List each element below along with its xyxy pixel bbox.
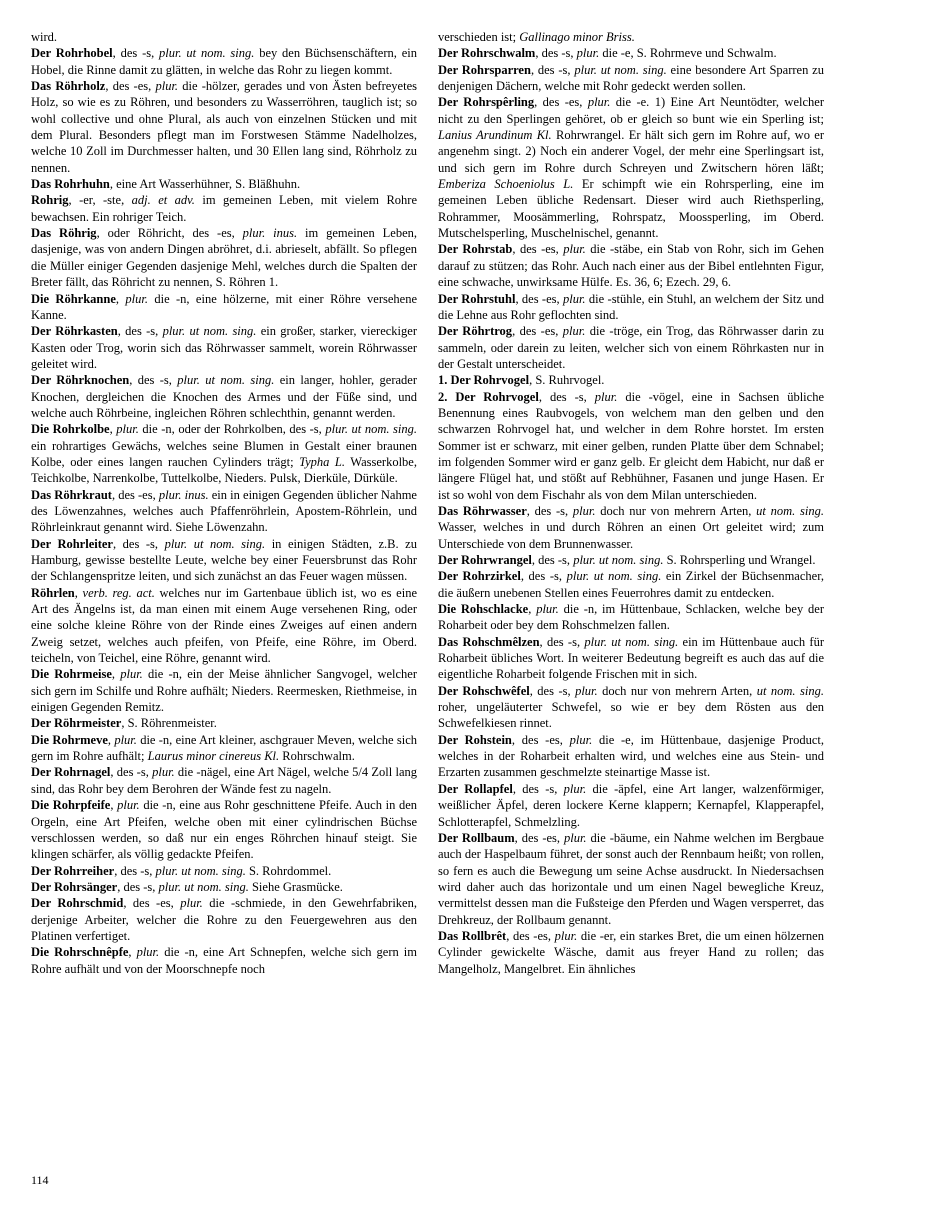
entry-grammar-note: adj. et adv. xyxy=(131,193,195,208)
entry-headword: Der Rohrnagel xyxy=(31,765,111,780)
entry-headword: Der Rohrstab xyxy=(438,242,513,257)
entry-text: S. Rohrdommel. xyxy=(245,863,332,878)
entry-text: , des -s, xyxy=(520,569,567,584)
entry-text: ein großer, starker, viereckiger Kasten oder Trog, worin sich das Röhrwasser sammelt, worein Röhrwasser geleitet wird. xyxy=(31,324,417,371)
entry-text: die -schmiede, in den Gewehrfabriken, derjenige Arbeiter, welcher die Rohre zu den Feuergewehren aus den Platinen verfertiget. xyxy=(31,896,417,943)
entry-text: , des -s, xyxy=(114,863,156,878)
entry-text: , des -es, xyxy=(105,79,156,94)
entry-text: eine besondere Art Sparren zu denjenigen Dächern, welche mit Rohr gedeckt werden sollen. xyxy=(438,62,824,94)
entry-text: doch nur von mehrern Arten, xyxy=(597,683,757,698)
entry-grammar-note: plur. xyxy=(575,683,598,698)
entry-text: welches nur im Gartenbaue üblich ist, wo es eine Art des Ängelns ist, da man einen mit einem Auge versehenen Ring, oder eine solche kleine Röhre von der Rinde eines Zweiges auf einen andern Zweig setzet, welches auch pfeifen, von Pfeife, eine Röhre, im Oberd. teicheln, von Teichel, eine Röhre, genannt wird. xyxy=(31,585,417,666)
dictionary-entry xyxy=(31,944,417,977)
entry-grammar-note: plur. inus. xyxy=(158,487,209,502)
entry-headword: Die Röhrkanne xyxy=(31,291,116,306)
entry-text: die -e, S. Rohrmeve und Schwalm. xyxy=(599,46,777,61)
entry-text: im gemeinen Leben, dasjenige, was von andern Dingen abröhret, d.i. abrieselt, abfällt. So pflegen die Müller einiger Gegenden dasjenige Mehl, welches durch die Spalten der Breter fällt, das Röhricht zu nennen, S. Röhren 1. xyxy=(31,226,417,290)
entry-grammar-note: plur. xyxy=(554,928,578,943)
entry-headword: Die Rohrschnêpfe xyxy=(31,945,129,960)
entry-text: die -n, eine Art Schnepfen, welche sich gern im Rohre aufhält und von der Moorschnepfe noch xyxy=(31,945,417,976)
entry-text: , des -s, xyxy=(531,553,574,567)
dictionary-entry xyxy=(31,764,417,797)
entry-text: , des -s, xyxy=(117,879,159,894)
entry-grammar-note: plur. xyxy=(562,324,586,339)
entry-headword: 1. Der Rohrvogel xyxy=(438,373,530,388)
entry-text: bey den Büchsenschäftern, ein Hobel, die Rinne damit zu glätten, in welche das Rohr zu liegen kommt. xyxy=(31,46,417,77)
entry-text: die -vögel, eine in Sachsen übliche Benennung eines Raubvogels, von welchem man den gelben und den schwarzen Rohrvogel hat, und welcher in dem Rohre horstet. Im ersten Sommer ist er schwarz, mit einer gelben, runden Platte über dem Schnabel; im folgenden Sommer wird er ganz gelb. Er gleicht dem Habicht, nur daß er längere Flügel hat, und stößt auf Rebhühner, Fasanen und junge Hasen. Er ist so wohl von dem Fischahr als von dem Milan unterschieden. xyxy=(438,389,824,502)
entry-text: Siehe Grasmücke. xyxy=(248,879,343,894)
entry-text: , des -s, xyxy=(129,373,178,388)
entry-headword: Das Rollbrêt xyxy=(438,928,507,943)
entry-text: , des -s, xyxy=(112,46,160,61)
entry-text: , des -es, xyxy=(111,487,159,502)
entry-headword: Der Rollapfel xyxy=(438,781,513,796)
entry-grammar-note: plur. ut nom. sing. xyxy=(164,536,266,551)
entry-text: , xyxy=(107,732,115,747)
entry-grammar-note: plur. ut nom. sing. xyxy=(325,422,418,437)
entry-text: die -e. 1) Eine Art Neuntödter, welcher nicht zu den Sperlingen gehöret, ob er gleich so bunt wie ein Sperling ist; xyxy=(438,95,824,126)
entry-text: wird. xyxy=(31,30,58,44)
dictionary-entry xyxy=(438,634,824,683)
entry-text: die -nägel, eine Art Nägel, welche 5/4 Zoll lang sind, das Rohr bey dem Berohren der Wände fest zu nageln. xyxy=(31,765,417,796)
entry-headword: Der Rohrhobel xyxy=(31,46,113,61)
entry-grammar-note: plur. xyxy=(117,798,140,813)
entry-headword: Die Rohrkolbe xyxy=(31,422,110,437)
entry-grammar-note: plur. xyxy=(114,732,137,747)
entry-text: die -n, eine Art kleiner, aschgrauer Meven, welche sich gern im Rohre aufhält; xyxy=(31,732,417,764)
dictionary-entry xyxy=(438,323,824,372)
entry-grammar-note: plur. xyxy=(576,46,600,61)
entry-text: , des -s, xyxy=(535,46,577,61)
entry-text: Er schimpft wie ein Rohrsperling, eine im gemeinen Leben übliche Redensart. Dieser wird auch Riethsperling, Rohrammer, Moosämmerling, Rohrspatz, Moossperling, im Oberd. Mutschelsperling, Muschelnischel, genannt. xyxy=(438,177,824,241)
entry-headword: Das Rohschmêlzen xyxy=(438,634,540,649)
dictionary-entry xyxy=(31,372,417,421)
dictionary-entry xyxy=(31,863,417,879)
entry-headword: Der Rohrschwalm xyxy=(438,46,536,61)
entry-text: , des -es, xyxy=(515,291,563,306)
entry-grammar-note: plur. xyxy=(120,667,143,682)
entry-headword: Der Rohstein xyxy=(438,732,512,747)
entry-grammar-note: plur. xyxy=(562,291,586,306)
entry-grammar-note: plur. xyxy=(116,422,139,437)
entry-headword: Der Rohrstuhl xyxy=(438,291,516,306)
entry-text: , S. Röhrenmeister. xyxy=(121,716,217,731)
dictionary-entry xyxy=(438,62,824,95)
entry-text: , des -s, xyxy=(117,324,163,339)
entry-headword: Die Rohrmeve xyxy=(31,732,108,747)
entry-grammar-note: plur. xyxy=(572,503,596,518)
dictionary-entry xyxy=(31,225,417,290)
entry-grammar-note: Lanius Arundinum Kl. xyxy=(438,128,552,143)
entry-headword: Röhrlen xyxy=(31,585,75,600)
entry-text: , des -s, xyxy=(512,781,564,796)
entry-text: verschieden ist; xyxy=(438,30,520,44)
dictionary-entry xyxy=(31,715,417,731)
entry-grammar-note: plur. xyxy=(152,765,175,780)
entry-text: die -n, ein der Meise ähnlicher Sangvogel, welcher sich gern im Schilfe und Rohre aufhält; Nieders. Reermesken, Riethmeise, in einigen Gegenden Remitz. xyxy=(31,667,418,715)
entry-text: die -n, eine hölzerne, mit einer Röhre versehene Kanne. xyxy=(31,291,418,322)
entry-grammar-note: plur. xyxy=(563,242,586,257)
entry-grammar-note: plur. xyxy=(536,602,559,617)
dictionary-entry xyxy=(31,536,417,585)
entry-text: im gemeinen Leben, mit vielem Rohre bewachsen. Ein rohriger Teich. xyxy=(31,193,417,224)
entry-text: ein rohrartiges Gewächs, welches seine Blumen in Gestalt einer braunen Kolbe, oder eines langen rauchen Cylinders trägt; xyxy=(31,438,417,469)
entry-text: Rohrwrangel. Er hält sich gern im Rohre auf, wo er angenehm singt. 2) Noch ein anderer Vogel, der mehr eine Sperlingsart ist, und sich gern im Rohre durch Schreyen und Zwitschern hören läßt; xyxy=(438,128,825,175)
entry-grammar-note: plur. xyxy=(594,389,618,404)
entry-text: ein in einigen Gegenden üblicher Nahme des Löwenzahnes, welches auch Pfaffenröhrlein, Apostem-Röhrlein, und Röhrleinkraut genannt wird. Siehe Löwenzahn. xyxy=(31,487,417,535)
entry-text: , des -es, xyxy=(512,324,563,339)
entry-headword: Der Rohrreiher xyxy=(31,863,115,878)
dictionary-entry xyxy=(31,797,417,862)
dictionary-entry xyxy=(31,192,417,225)
dictionary-entry xyxy=(438,291,824,324)
entry-text: , des -es, xyxy=(534,95,588,110)
dictionary-entry xyxy=(438,552,824,568)
entry-text: , des -s, xyxy=(110,765,153,780)
entry-grammar-note: Typha L. xyxy=(299,454,345,469)
entry-text: , -er, -ste, xyxy=(68,193,132,208)
entry-text: , des -es, xyxy=(512,242,564,257)
entry-text: die -tröge, ein Trog, das Röhrwasser darin zu sammeln, oder darein zu leiten, welcher sich von einem Röhrkasten nur in der Gestalt unterscheidet. xyxy=(438,324,824,371)
entry-text: , xyxy=(110,798,118,813)
dictionary-entry xyxy=(438,241,824,290)
dictionary-entry xyxy=(31,421,417,486)
entry-text: , des -s, xyxy=(526,503,573,518)
entry-text: , xyxy=(528,602,537,617)
entry-headword: 2. Der Rohrvogel xyxy=(438,389,539,404)
entry-text: die -n, eine aus Rohr geschnittene Pfeife. Auch in den Orgeln, eine Art Pfeifen, welche oben mit einer cylindrischen Büchse verschlossen werden, so daß nur ein enges Röhrchen hinauf steigt. Sie klingen schärfer, als völlig gedackte Pfeifen. xyxy=(31,798,418,862)
dictionary-entry xyxy=(31,176,417,192)
entry-text: die -n, oder der Rohrkolben, des -s, xyxy=(138,422,326,437)
entry-grammar-note: Gallinago minor Briss. xyxy=(519,30,635,44)
entry-text: ein im Hüttenbaue auch für Roharbeit übliches Wort. In weiterer Bedeutung begreift es auch das auf die eigentliche Roharbeit folgende Frischen mit in sich. xyxy=(438,634,824,682)
entry-grammar-note: plur. xyxy=(155,79,179,94)
entry-text: , des -s, xyxy=(530,62,575,77)
dictionary-entry xyxy=(31,585,417,667)
entry-text: , eine Art Wasserhühner, S. Bläßhuhn. xyxy=(109,177,301,192)
entry-text: die -stühle, ein Stuhl, an welchem der Sitz und die Lehne aus Rohr geflochten sind. xyxy=(438,291,824,322)
entry-grammar-note: plur. ut nom. sing. xyxy=(584,634,679,649)
entry-grammar-note: plur. ut nom. sing. xyxy=(159,46,255,61)
dictionary-entry xyxy=(438,781,824,830)
entry-grammar-note: plur. ut nom. sing. xyxy=(573,553,664,567)
entry-grammar-note: plur. xyxy=(563,830,587,845)
entry-headword: Das Röhrig xyxy=(31,226,97,241)
entry-text: , S. Ruhrvogel. xyxy=(529,373,605,388)
entry-text: , oder Röhricht, des -es, xyxy=(96,226,243,241)
entry-text: die -äpfel, eine Art langer, walzenförmiger, weißlicher Äpfel, deren lockere Kerne klappern; Kernapfel, Klapperapfel, Schlotterapfel, Schmelzling. xyxy=(438,781,824,829)
entry-grammar-note: plur. ut nom. sing. xyxy=(162,324,257,339)
entry-headword: Der Rohrsänger xyxy=(31,879,118,894)
dictionary-entry xyxy=(438,601,824,634)
dictionary-entry xyxy=(438,732,824,781)
entry-text: Wasserkolbe, Teichkolbe, Narrenkolbe, Tuttelkolbe, Nieders. Pulsk, Dierküle, Dürküle. xyxy=(31,454,417,486)
entry-text: , des -s, xyxy=(529,683,576,698)
entry-headword: Das Rohrhuhn xyxy=(31,177,110,192)
dictionary-entry xyxy=(31,29,417,45)
dictionary-entry xyxy=(438,45,824,61)
dictionary-entry xyxy=(31,666,417,715)
dictionary-entry xyxy=(438,503,824,552)
entry-grammar-note: plur. ut nom. sing. xyxy=(155,863,246,878)
dictionary-entry xyxy=(438,29,824,45)
dictionary-entry xyxy=(31,291,417,324)
entry-grammar-note: Emberiza Schoeniolus L. xyxy=(438,177,574,192)
entry-headword: Der Röhrtrog xyxy=(438,324,513,339)
entry-text: die -hölzer, gerades und von Ästen befreyetes Holz, so wie es zu Röhren, und besonders zu Wasserröhren, tauglich ist; so wohl collective und ohne Plural, als auch von einzelnen Stücken und mit dem Plural. Besonders pflegt man im Forstwesen Stämme Nadelholzes, welche 10 Zoll im Durchmesser halten, und 30 Ellen lang sind, Röhrholz zu nennen. xyxy=(31,79,417,175)
dictionary-entry xyxy=(31,78,417,176)
entry-text: die -stäbe, ein Stab von Rohr, sich im Gehen darauf zu stützen; das Rohr. Auch nach einer aus der Bibel entlehnten Figur, eine schwache, unwirksame Hülfe. Es. 36, 6; Ezech. 29, 6. xyxy=(438,242,824,290)
dictionary-entry xyxy=(31,732,417,765)
entry-text: ein Zirkel der Büchsenmacher, die äußern unebenen Stellen eines Feuerrohres damit zu entdecken. xyxy=(438,569,824,600)
entry-text: die -n, im Hüttenbaue, Schlacken, welche bey der Roharbeit oder bey dem Rohschmelzen fallen. xyxy=(438,602,824,633)
entry-text: , des -es, xyxy=(511,732,570,747)
entry-text: , des -s, xyxy=(538,389,595,404)
dictionary-entry xyxy=(438,568,824,601)
entry-headword: Die Rohrmeise xyxy=(31,667,112,682)
dictionary-entry xyxy=(438,372,824,388)
entry-text: , des -es, xyxy=(514,830,564,845)
dictionary-entry xyxy=(438,389,824,503)
entry-text: , des -s, xyxy=(112,536,165,551)
entry-headword: Das Röhrkraut xyxy=(31,487,112,502)
entry-text: ein langer, hohler, gerader Knochen, dergleichen die Knochen des Armes und der Füße sind, und welche auch Röhrbeine, ingleichen Röhren schlechthin, genannt werden. xyxy=(31,373,417,420)
entry-grammar-note: Laurus minor cinereus Kl. xyxy=(147,749,280,764)
entry-grammar-note: ut nom. sing. xyxy=(756,503,824,518)
entry-text: , xyxy=(111,667,121,682)
entry-headword: Der Rohrzirkel xyxy=(438,569,521,584)
entry-headword: Die Rohschlacke xyxy=(438,602,529,617)
entry-text: die -e, im Hüttenbaue, dasjenige Product, welches in der Roharbeit erhalten wird, und welches eine aus Stein- und Erzarten zusammen geschmelzte steinartige Masse ist. xyxy=(438,732,824,780)
entry-headword: Rohrig xyxy=(31,193,69,208)
entry-grammar-note: plur. xyxy=(569,732,593,747)
entry-grammar-note: plur. ut nom. sing. xyxy=(177,373,275,388)
entry-grammar-note: verb. reg. act. xyxy=(82,585,155,600)
entry-text: , xyxy=(128,945,137,960)
entry-headword: Der Rohrsparren xyxy=(438,62,531,77)
entry-headword: Der Rohrschmid xyxy=(31,896,124,911)
entry-grammar-note: plur. ut nom. sing. xyxy=(158,879,249,894)
entry-text: , des -es, xyxy=(123,896,181,911)
entry-text: die -bäume, ein Nahme welchen im Bergbaue auch der Haspelbaum führet, der sonst auch der Rennbaum heißt; von rollen, so fern es auch die Bewegung um seine Achse ausdruckt. In Niedersachsen wird daher auch das horizontale und um einen Nagel bewegliche Kreuz, vermittelst dessen man die Fußsteige den Pferden und Wagen versperret, das Drehkreuz, der Rollbaum genannt. xyxy=(438,830,824,927)
entry-text: roher, ungeläuterter Schwefel, so wie er bey dem Rösten aus den Schwefelkiesen rinnet. xyxy=(438,700,824,731)
entry-headword: Der Röhrmeister xyxy=(31,716,122,731)
entry-text: in einigen Städten, z.B. zu Hamburg, gewisse bestellte Leute, welche bey einer Feuersbrunst das Rohr der Schlangenspritze leiten, und sich zunächst an das Feuer wagen müssen. xyxy=(31,536,417,584)
entry-grammar-note: plur. xyxy=(136,945,160,960)
page-number: 114 xyxy=(31,1173,49,1187)
entry-grammar-note: plur. inus. xyxy=(242,226,298,241)
entry-text: , des -s, xyxy=(539,634,585,649)
dictionary-entry xyxy=(438,94,824,241)
entry-headword: Das Röhrholz xyxy=(31,79,106,94)
entry-grammar-note: plur. xyxy=(563,781,587,796)
entry-headword: Der Rohrleiter xyxy=(31,536,113,551)
entry-text: die -er, ein starkes Bret, die um einen hölzernen Cylinder gewickelte Wäsche, damit aus freyer Hand zu rollen; das Mangelholz, Mangelbret. Ein ähnliches xyxy=(438,928,824,976)
dictionary-entry xyxy=(438,830,824,928)
dictionary-entry xyxy=(31,45,417,78)
dictionary-entry xyxy=(31,487,417,536)
dictionary-entry xyxy=(438,683,824,732)
entry-headword: Der Röhrknochen xyxy=(31,373,130,388)
entry-text: , xyxy=(109,422,117,437)
entry-headword: Der Rohschwêfel xyxy=(438,683,530,698)
entry-text: doch nur von mehrern Arten, xyxy=(595,503,757,518)
entry-text: Rohrschwalm. xyxy=(279,749,355,764)
right-column xyxy=(438,29,824,977)
entry-grammar-note: plur. ut nom. sing. xyxy=(574,62,667,77)
entry-headword: Der Rollbaum xyxy=(438,830,515,845)
dictionary-entry xyxy=(31,895,417,944)
dictionary-entry xyxy=(31,879,417,895)
dictionary-entry xyxy=(31,323,417,372)
entry-grammar-note: ut nom. sing. xyxy=(756,683,824,698)
entry-headword: Der Rohrwrangel xyxy=(438,553,532,567)
entry-text: , xyxy=(74,585,83,600)
entry-headword: Die Rohrpfeife xyxy=(31,798,111,813)
entry-grammar-note: plur. xyxy=(125,291,148,306)
left-column xyxy=(31,29,417,977)
entry-headword: Das Röhrwasser xyxy=(438,503,527,518)
entry-grammar-note: plur. xyxy=(180,896,203,911)
entry-text: Wasser, welches in und durch Röhren an einen Ort geleitet wird; zum Unterschiede von dem Brunnenwasser. xyxy=(438,520,824,551)
entry-headword: Der Röhrkasten xyxy=(31,324,118,339)
entry-text: S. Rohrsperling und Wrangel. xyxy=(663,553,816,567)
entry-grammar-note: plur. ut nom. sing. xyxy=(566,569,662,584)
entry-headword: Der Rohrspêrling xyxy=(438,95,535,110)
entry-text: , des -es, xyxy=(506,928,555,943)
entry-grammar-note: plur. xyxy=(587,95,611,110)
entry-text: , xyxy=(115,291,126,306)
dictionary-entry xyxy=(438,928,824,977)
